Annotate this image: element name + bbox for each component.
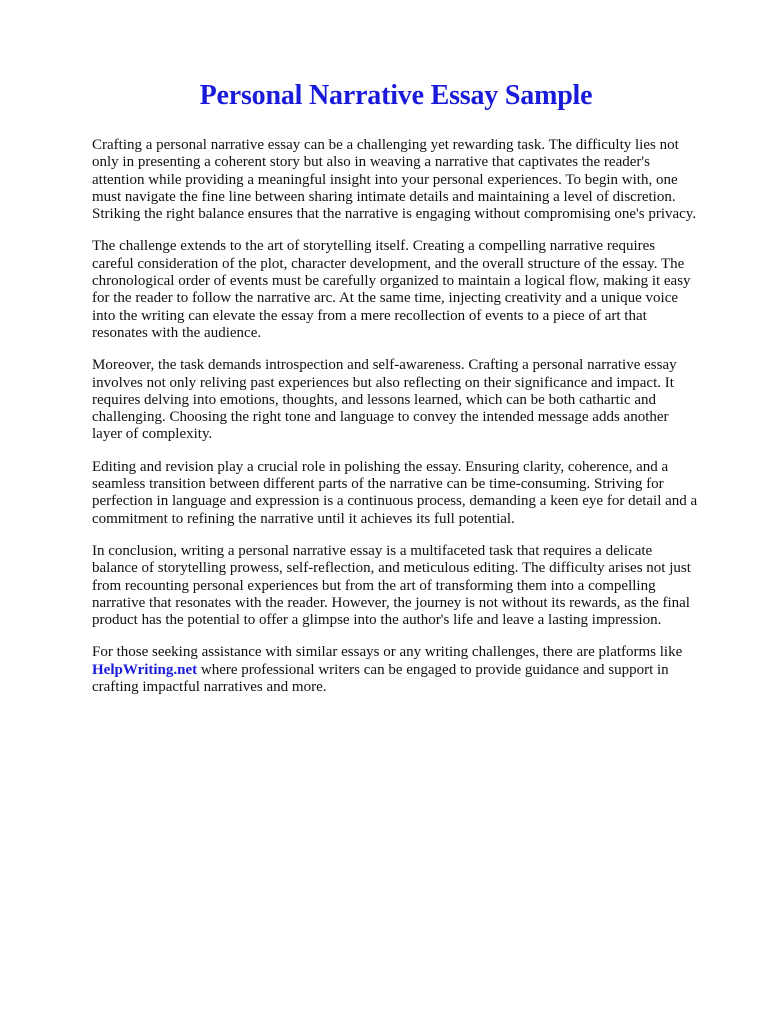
paragraph-1: Crafting a personal narrative essay can be a challenging yet rewarding task. The difficulty lies not only in presenting a coherent story but also in weaving a narrative that captivates the reader's attention while providing a meaningful insight into your personal experiences. To begin with, one must navigate the fine line between sharing intimate details and maintaining a level of discretion. Striking the right balance ensures that the narrative is engaging without compromising one's privacy. (92, 137, 697, 223)
closing-paragraph (92, 644, 700, 696)
paragraph-4: Editing and revision play a crucial role in polishing the essay. Ensuring clarity, coherence, and a seamless transition between different parts of the narrative can be time-consuming. Striving for perfection in language and expression is a continuous process, demanding a keen eye for detail and a commitment to refining the narrative until it achieves its full potential. (92, 458, 698, 527)
page-title: Personal Narrative Essay Sample (199, 80, 593, 111)
paragraph-2: The challenge extends to the art of storytelling itself. Creating a compelling narrative requires careful consideration of the plot, character development, and the overall structure of the essay. The chronological order of events must be carefully organized to maintain a logical flow, making it easy for the reader to follow the narrative arc. At the same time, injecting creativity and a unique voice into the writing can elevate the essay from a mere recollection of events to a piece of art that resonates with the audience. (92, 238, 691, 341)
paragraph-3: Moreover, the task demands introspection and self-awareness. Crafting a personal narrative essay involves not only reliving past experiences but also reflecting on their significance and impact. It requires delving into emotions, thoughts, and lessons learned, which can be both cathartic and challenging. Choosing the right tone and language to convey the intended message adds another layer of complexity. (92, 357, 677, 443)
closing-text-before-link: For those seeking assistance with similar essays or any writing challenges, there are platforms like (92, 644, 683, 661)
closing-text-after-link: where professional writers can be engaged to provide guidance and support in crafting impactful narratives and more. (92, 661, 669, 696)
helpwriting-link[interactable]: HelpWriting.net (92, 661, 198, 678)
paragraph-5: In conclusion, writing a personal narrative essay is a multifaceted task that requires a delicate balance of storytelling prowess, self-reflection, and meticulous editing. The difficulty arises not just from recounting personal experiences but from the art of transforming them into a compelling narrative that resonates with the reader. However, the journey is not without its rewards, as the final product has the potential to offer a glimpse into the author's life and leave a lasting impression. (92, 542, 691, 629)
